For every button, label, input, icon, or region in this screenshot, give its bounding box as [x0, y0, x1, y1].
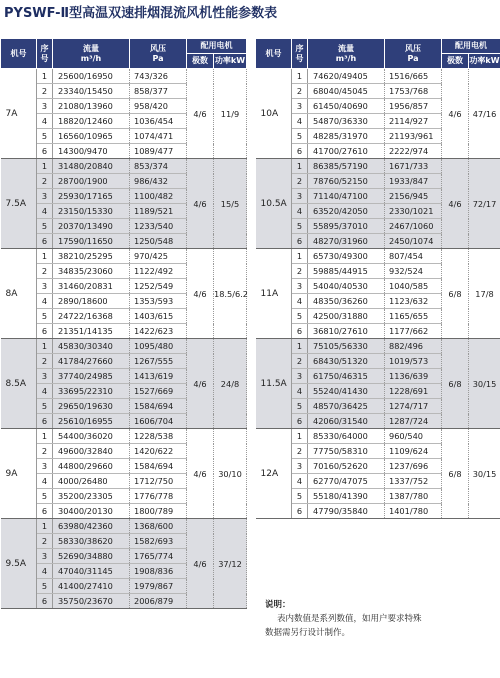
- model-cell: 11.5A: [256, 339, 292, 429]
- seq-cell: 1: [292, 339, 308, 354]
- header-model: 机号: [1, 39, 37, 69]
- flow-cell: 54040/40530: [308, 279, 385, 294]
- pressure-cell: 1353/593: [130, 294, 187, 309]
- model-group: [1, 519, 247, 609]
- performance-table-left: [0, 38, 247, 609]
- seq-cell: 2: [292, 174, 308, 189]
- pressure-cell: 853/374: [130, 159, 187, 174]
- flow-cell: 37740/24985: [53, 369, 130, 384]
- pressure-cell: 1420/622: [130, 444, 187, 459]
- pressure-cell: 1019/573: [385, 354, 442, 369]
- seq-cell: 5: [292, 489, 308, 504]
- flow-cell: 44800/29660: [53, 459, 130, 474]
- seq-cell: 1: [292, 249, 308, 264]
- power-cell: 72/17: [469, 159, 500, 249]
- model-cell: 10.5A: [256, 159, 292, 249]
- flow-cell: 35200/23305: [53, 489, 130, 504]
- poles-cell: 6/8: [442, 429, 469, 519]
- pressure-cell: 1582/693: [130, 534, 187, 549]
- pressure-cell: 1074/471: [130, 129, 187, 144]
- title-bar: [0, 0, 500, 20]
- flow-cell: 63980/42360: [53, 519, 130, 534]
- pressure-cell: 1267/555: [130, 354, 187, 369]
- flow-cell: 16560/10965: [53, 129, 130, 144]
- flow-cell: 55240/41430: [308, 384, 385, 399]
- flow-cell: 41784/27660: [53, 354, 130, 369]
- seq-cell: 2: [37, 354, 53, 369]
- flow-cell: 36810/27610: [308, 324, 385, 339]
- seq-cell: 3: [37, 549, 53, 564]
- flow-cell: 70160/52620: [308, 459, 385, 474]
- seq-cell: 5: [37, 219, 53, 234]
- pressure-cell: 1765/774: [130, 549, 187, 564]
- pressure-cell: 858/377: [130, 84, 187, 99]
- pressure-cell: 1100/482: [130, 189, 187, 204]
- table-row: [256, 339, 500, 354]
- seq-cell: 5: [37, 309, 53, 324]
- seq-cell: 1: [292, 69, 308, 84]
- poles-cell: 4/6: [187, 159, 214, 249]
- model-group: [256, 429, 500, 519]
- seq-cell: 6: [292, 414, 308, 429]
- header-pressure: 风压 Pa: [130, 39, 187, 69]
- poles-cell: 6/8: [442, 249, 469, 339]
- flow-cell: 77750/58310: [308, 444, 385, 459]
- flow-cell: 61750/46315: [308, 369, 385, 384]
- pressure-cell: 1403/615: [130, 309, 187, 324]
- pressure-cell: 1800/789: [130, 504, 187, 519]
- flow-cell: 33695/22310: [53, 384, 130, 399]
- pressure-cell: 1584/694: [130, 459, 187, 474]
- header-power: 功率kW: [469, 54, 500, 69]
- pressure-cell: 1401/780: [385, 504, 442, 519]
- seq-cell: 3: [292, 279, 308, 294]
- table-row: [1, 339, 247, 354]
- pressure-cell: 1040/585: [385, 279, 442, 294]
- pressure-cell: 882/496: [385, 339, 442, 354]
- seq-cell: 3: [292, 99, 308, 114]
- model-cell: 12A: [256, 429, 292, 519]
- poles-cell: 4/6: [187, 339, 214, 429]
- seq-cell: 2: [37, 444, 53, 459]
- pressure-cell: 1584/694: [130, 399, 187, 414]
- performance-table-right: [255, 38, 500, 519]
- seq-cell: 3: [37, 189, 53, 204]
- seq-cell: 4: [37, 204, 53, 219]
- pressure-cell: 21193/961: [385, 129, 442, 144]
- poles-cell: 4/6: [187, 429, 214, 519]
- power-cell: 24/8: [214, 339, 247, 429]
- header-poles: 极数: [187, 54, 214, 69]
- poles-cell: 4/6: [187, 519, 214, 609]
- seq-cell: 2: [292, 264, 308, 279]
- flow-cell: 31460/20831: [53, 279, 130, 294]
- seq-cell: 6: [37, 414, 53, 429]
- pressure-cell: 1387/780: [385, 489, 442, 504]
- flow-cell: 23150/15330: [53, 204, 130, 219]
- seq-cell: 6: [292, 144, 308, 159]
- model-group: [256, 159, 500, 249]
- pressure-cell: 1413/619: [130, 369, 187, 384]
- model-cell: 8.5A: [1, 339, 37, 429]
- flow-cell: 38210/25295: [53, 249, 130, 264]
- table-row: [1, 249, 247, 264]
- flow-cell: 78760/52150: [308, 174, 385, 189]
- header-poles: 极数: [442, 54, 469, 69]
- power-cell: 18.5/6.2: [214, 249, 247, 339]
- table-row: [1, 69, 247, 84]
- seq-cell: 4: [37, 114, 53, 129]
- seq-cell: 1: [37, 159, 53, 174]
- header-motor: 配用电机: [442, 39, 500, 54]
- flow-cell: 24722/16368: [53, 309, 130, 324]
- flow-cell: 49600/32840: [53, 444, 130, 459]
- seq-cell: 6: [37, 234, 53, 249]
- pressure-cell: 986/432: [130, 174, 187, 189]
- seq-cell: 1: [292, 159, 308, 174]
- seq-cell: 3: [37, 99, 53, 114]
- flow-cell: 63520/42050: [308, 204, 385, 219]
- seq-cell: 4: [37, 294, 53, 309]
- pressure-cell: 1712/750: [130, 474, 187, 489]
- seq-cell: 2: [292, 354, 308, 369]
- model-cell: 10A: [256, 69, 292, 159]
- pressure-cell: 743/326: [130, 69, 187, 84]
- header-flow: 流量 m³/h: [308, 39, 385, 69]
- seq-cell: 4: [37, 384, 53, 399]
- flow-cell: 59885/44915: [308, 264, 385, 279]
- seq-cell: 1: [37, 519, 53, 534]
- flow-cell: 54870/36330: [308, 114, 385, 129]
- power-cell: 37/12: [214, 519, 247, 609]
- pressure-cell: 960/540: [385, 429, 442, 444]
- seq-cell: 2: [37, 84, 53, 99]
- model-group: [256, 249, 500, 339]
- flow-cell: 29650/19630: [53, 399, 130, 414]
- flow-cell: 4000/26480: [53, 474, 130, 489]
- pressure-cell: 958/420: [130, 99, 187, 114]
- flow-cell: 75105/56330: [308, 339, 385, 354]
- flow-cell: 61450/40690: [308, 99, 385, 114]
- seq-cell: 4: [292, 384, 308, 399]
- flow-cell: 48270/31960: [308, 234, 385, 249]
- pressure-cell: 1337/752: [385, 474, 442, 489]
- pressure-cell: 1527/669: [130, 384, 187, 399]
- model-group: [1, 429, 247, 519]
- pressure-cell: 1671/733: [385, 159, 442, 174]
- header-power: 功率kW: [214, 54, 247, 69]
- flow-cell: 25600/16950: [53, 69, 130, 84]
- flow-cell: 86385/57190: [308, 159, 385, 174]
- header-model: 机号: [256, 39, 292, 69]
- pressure-cell: 1933/847: [385, 174, 442, 189]
- flow-cell: 41400/27410: [53, 579, 130, 594]
- pressure-cell: 970/425: [130, 249, 187, 264]
- flow-cell: 48350/36260: [308, 294, 385, 309]
- pressure-cell: 1422/623: [130, 324, 187, 339]
- model-cell: 8A: [1, 249, 37, 339]
- seq-cell: 3: [292, 189, 308, 204]
- pressure-cell: 1287/724: [385, 414, 442, 429]
- flow-cell: 68040/45045: [308, 84, 385, 99]
- seq-cell: 5: [292, 399, 308, 414]
- seq-cell: 3: [37, 369, 53, 384]
- table-row: [1, 429, 247, 444]
- header-flow: 流量 m³/h: [53, 39, 130, 69]
- seq-cell: 6: [37, 504, 53, 519]
- model-group: [1, 249, 247, 339]
- flow-cell: 42060/31540: [308, 414, 385, 429]
- pressure-cell: 1109/624: [385, 444, 442, 459]
- pressure-cell: 932/524: [385, 264, 442, 279]
- pressure-cell: 1233/540: [130, 219, 187, 234]
- flow-cell: 65730/49300: [308, 249, 385, 264]
- power-cell: 30/10: [214, 429, 247, 519]
- pressure-cell: 1237/696: [385, 459, 442, 474]
- flow-cell: 55895/37010: [308, 219, 385, 234]
- flow-cell: 25930/17165: [53, 189, 130, 204]
- pressure-cell: 1123/632: [385, 294, 442, 309]
- pressure-cell: 1177/662: [385, 324, 442, 339]
- flow-cell: 21080/13960: [53, 99, 130, 114]
- seq-cell: 6: [37, 594, 53, 609]
- flow-cell: 45830/30340: [53, 339, 130, 354]
- flow-cell: 47040/31145: [53, 564, 130, 579]
- seq-cell: 5: [292, 219, 308, 234]
- pressure-cell: 2450/1074: [385, 234, 442, 249]
- power-cell: 47/16: [469, 69, 500, 159]
- pressure-cell: 2006/879: [130, 594, 187, 609]
- seq-cell: 4: [37, 474, 53, 489]
- pressure-cell: 1908/836: [130, 564, 187, 579]
- pressure-cell: 2114/927: [385, 114, 442, 129]
- flow-cell: 71140/47100: [308, 189, 385, 204]
- seq-cell: 5: [37, 489, 53, 504]
- flow-cell: 17590/11650: [53, 234, 130, 249]
- table-row: [256, 429, 500, 444]
- seq-cell: 3: [292, 369, 308, 384]
- pressure-cell: 807/454: [385, 249, 442, 264]
- pressure-cell: 2467/1060: [385, 219, 442, 234]
- model-group: [1, 69, 247, 159]
- model-cell: 7.5A: [1, 159, 37, 249]
- seq-cell: 4: [292, 204, 308, 219]
- seq-cell: 3: [37, 279, 53, 294]
- flow-cell: 30400/20130: [53, 504, 130, 519]
- seq-cell: 4: [292, 474, 308, 489]
- pressure-cell: 2330/1021: [385, 204, 442, 219]
- seq-cell: 6: [292, 324, 308, 339]
- model-cell: 9A: [1, 429, 37, 519]
- notes-line-2: 数据需另行设计制作。: [265, 628, 351, 638]
- flow-cell: 58330/38620: [53, 534, 130, 549]
- notes-title: 说明：: [265, 600, 291, 610]
- seq-cell: 2: [37, 534, 53, 549]
- pressure-cell: 1228/691: [385, 384, 442, 399]
- flow-cell: 74620/49405: [308, 69, 385, 84]
- pressure-cell: 1250/548: [130, 234, 187, 249]
- model-group: [1, 339, 247, 429]
- pressure-cell: 1274/717: [385, 399, 442, 414]
- pressure-cell: 1095/480: [130, 339, 187, 354]
- pressure-cell: 1122/492: [130, 264, 187, 279]
- seq-cell: 2: [292, 444, 308, 459]
- seq-cell: 4: [292, 294, 308, 309]
- model-group: [256, 339, 500, 429]
- table-row: [256, 249, 500, 264]
- header-seq: 序 号: [37, 39, 53, 69]
- seq-cell: 6: [292, 234, 308, 249]
- seq-cell: 2: [292, 84, 308, 99]
- poles-cell: 4/6: [442, 159, 469, 249]
- table-row: [1, 159, 247, 174]
- flow-cell: 28700/1900: [53, 174, 130, 189]
- flow-cell: 2890/18600: [53, 294, 130, 309]
- flow-cell: 52690/34880: [53, 549, 130, 564]
- pressure-cell: 1776/778: [130, 489, 187, 504]
- flow-cell: 48285/31970: [308, 129, 385, 144]
- seq-cell: 6: [37, 144, 53, 159]
- pressure-cell: 1189/521: [130, 204, 187, 219]
- flow-cell: 18820/12460: [53, 114, 130, 129]
- pressure-cell: 2222/974: [385, 144, 442, 159]
- flow-cell: 34835/23060: [53, 264, 130, 279]
- pressure-cell: 1956/857: [385, 99, 442, 114]
- flow-cell: 31480/20840: [53, 159, 130, 174]
- power-cell: 30/15: [469, 339, 500, 429]
- table-row: [256, 69, 500, 84]
- page-title: PYSWF-Ⅱ型高温双速排烟混流风机性能参数表: [4, 6, 278, 21]
- notes: [265, 598, 497, 640]
- pressure-cell: 1753/768: [385, 84, 442, 99]
- flow-cell: 41700/27610: [308, 144, 385, 159]
- pressure-cell: 1089/477: [130, 144, 187, 159]
- power-cell: 30/15: [469, 429, 500, 519]
- header-motor: 配用电机: [187, 39, 247, 54]
- seq-cell: 1: [37, 429, 53, 444]
- flow-cell: 68430/51320: [308, 354, 385, 369]
- power-cell: 17/8: [469, 249, 500, 339]
- poles-cell: 4/6: [187, 249, 214, 339]
- seq-cell: 1: [37, 249, 53, 264]
- pressure-cell: 1516/665: [385, 69, 442, 84]
- pressure-cell: 1606/704: [130, 414, 187, 429]
- flow-cell: 20370/13490: [53, 219, 130, 234]
- model-group: [1, 159, 247, 249]
- seq-cell: 5: [37, 129, 53, 144]
- seq-cell: 1: [37, 69, 53, 84]
- power-cell: 15/5: [214, 159, 247, 249]
- model-group: [256, 69, 500, 159]
- flow-cell: 55180/41390: [308, 489, 385, 504]
- poles-cell: 4/6: [442, 69, 469, 159]
- seq-cell: 1: [292, 429, 308, 444]
- pressure-cell: 1165/655: [385, 309, 442, 324]
- table-row: [1, 519, 247, 534]
- pressure-cell: 1136/639: [385, 369, 442, 384]
- flow-cell: 21351/14135: [53, 324, 130, 339]
- flow-cell: 47790/35840: [308, 504, 385, 519]
- power-cell: 11/9: [214, 69, 247, 159]
- pressure-cell: 1252/549: [130, 279, 187, 294]
- flow-cell: 14300/9470: [53, 144, 130, 159]
- pressure-cell: 1228/538: [130, 429, 187, 444]
- header-pressure: 风压 Pa: [385, 39, 442, 69]
- seq-cell: 5: [292, 309, 308, 324]
- seq-cell: 5: [37, 579, 53, 594]
- seq-cell: 3: [292, 459, 308, 474]
- poles-cell: 4/6: [187, 69, 214, 159]
- seq-cell: 2: [37, 174, 53, 189]
- header-seq: 序 号: [292, 39, 308, 69]
- poles-cell: 6/8: [442, 339, 469, 429]
- model-cell: 7A: [1, 69, 37, 159]
- flow-cell: 48570/36425: [308, 399, 385, 414]
- pressure-cell: 1036/454: [130, 114, 187, 129]
- notes-line-1: 表内数值是系列数值，如用户要求特殊: [277, 614, 422, 624]
- flow-cell: 23340/15450: [53, 84, 130, 99]
- table-row: [256, 159, 500, 174]
- flow-cell: 42500/31880: [308, 309, 385, 324]
- seq-cell: 5: [292, 129, 308, 144]
- seq-cell: 2: [37, 264, 53, 279]
- seq-cell: 6: [37, 324, 53, 339]
- flow-cell: 54400/36020: [53, 429, 130, 444]
- flow-cell: 35750/23670: [53, 594, 130, 609]
- seq-cell: 4: [292, 114, 308, 129]
- seq-cell: 4: [37, 564, 53, 579]
- pressure-cell: 2156/945: [385, 189, 442, 204]
- flow-cell: 25610/16955: [53, 414, 130, 429]
- seq-cell: 1: [37, 339, 53, 354]
- flow-cell: 85330/64000: [308, 429, 385, 444]
- model-cell: 9.5A: [1, 519, 37, 609]
- pressure-cell: 1979/867: [130, 579, 187, 594]
- seq-cell: 3: [37, 459, 53, 474]
- pressure-cell: 1368/600: [130, 519, 187, 534]
- model-cell: 11A: [256, 249, 292, 339]
- seq-cell: 5: [37, 399, 53, 414]
- seq-cell: 6: [292, 504, 308, 519]
- flow-cell: 62770/47075: [308, 474, 385, 489]
